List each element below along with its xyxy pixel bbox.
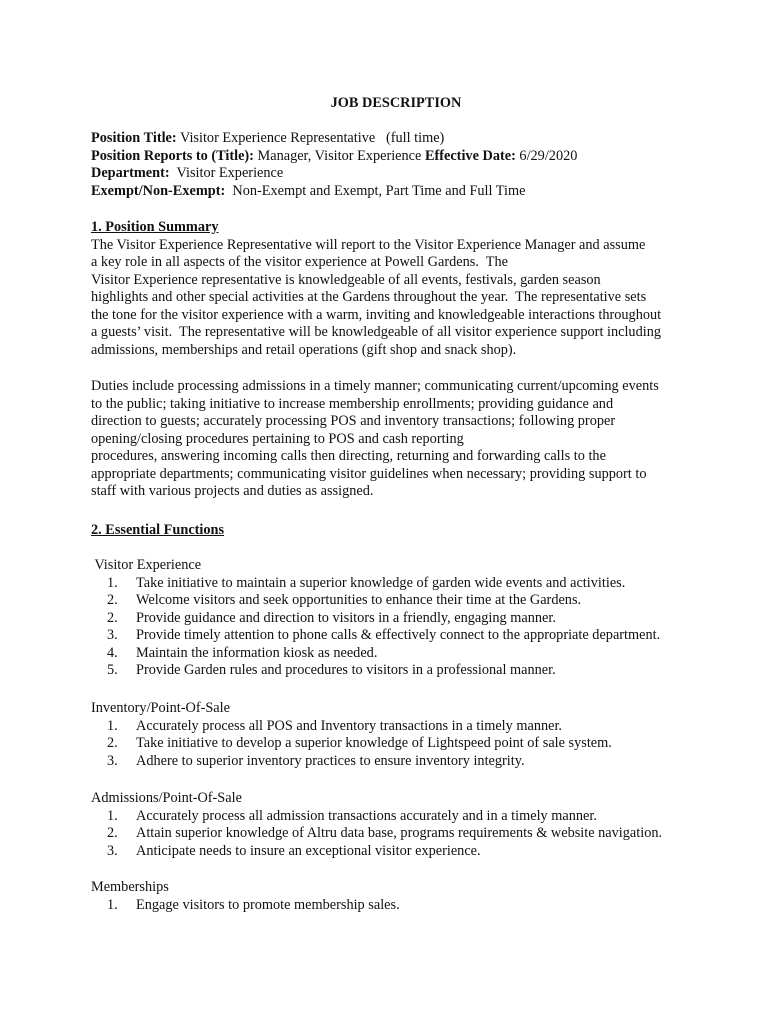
paragraph-line: staff with various projects and duties as assigned. [91,483,374,499]
effective-date-value: 6/29/2020 [515,147,578,164]
essential-functions-heading-block [91,522,731,540]
list-item [91,575,731,593]
list-text: Take initiative to develop a superior knowledge of Lightspeed point of sale system. [136,735,612,751]
position-summary-heading: 1. Position Summary [91,219,219,235]
position-title-value: Visitor Experience Representative (full time) [176,130,445,146]
function-group-inventory-pos [91,700,731,770]
paragraph-line: Visitor Experience representative is knowledgeable of all events, festivals, garden season [91,271,601,288]
function-group-title: Memberships [91,879,169,895]
list-number: 1. [107,717,118,734]
paragraph-line: a guests’ visit. The representative will be knowledgeable of all visitor experience support including [91,324,661,340]
position-title-label: Position Title: [91,130,177,146]
list-item [91,808,731,826]
list-text: Accurately process all admission transactions accurately and in a timely manner. [136,807,597,824]
function-group-title: Admissions/Point-Of-Sale [91,790,242,806]
position-meta [91,130,731,200]
list-number: 3. [107,752,118,769]
list-text: Provide timely attention to phone calls & effectively connect to the appropriate department. [136,627,661,643]
function-group-admissions-pos [91,790,731,860]
exempt-label: Exempt/Non-Exempt: [91,182,226,199]
list-text: Welcome visitors and seek opportunities to enhance their time at the Gardens. [136,592,582,608]
exempt-line [91,183,731,201]
function-group-visitor-experience [91,557,731,680]
paragraph-line: a key role in all aspects of the visitor experience at Powell Gardens. The [91,254,508,270]
list-number: 5. [107,662,118,678]
function-group-memberships [91,879,731,914]
department-line [91,165,731,183]
paragraph-line: direction to guests; accurately processing POS and inventory transactions; following proper [91,413,616,429]
list-text: Provide Garden rules and procedures to visitors in a professional manner. [136,662,556,678]
list-text: Maintain the information kiosk as needed. [136,644,378,661]
reports-to-label: Position Reports to (Title): [91,147,254,164]
paragraph-line: opening/closing procedures pertaining to POS and cash reporting [91,430,464,447]
list-item [91,592,731,610]
list-number: 1. [107,896,118,913]
list-item [91,897,731,915]
list-item [91,610,731,628]
list-text: Take initiative to maintain a superior knowledge of garden wide events and activities. [136,574,626,591]
list-number: 2. [107,825,118,841]
function-list [91,718,731,771]
list-text: Attain superior knowledge of Altru data base, programs requirements & website navigation. [136,825,663,841]
paragraph-line: Duties include processing admissions in a timely manner; communicating current/upcoming events [91,378,659,394]
list-text: Engage visitors to promote membership sales. [136,896,400,913]
summary-paragraph-1 [91,237,731,360]
exempt-value: Non-Exempt and Exempt, Part Time and Full Time [225,182,526,199]
function-list [91,897,731,915]
reports-to-line [91,148,731,166]
function-list [91,575,731,680]
list-number: 3. [107,842,118,859]
effective-date-label: Effective Date: [424,147,516,164]
paragraph-line: highlights and other special activities at the Gardens throughout the year. The representative sets [91,289,647,305]
paragraph-line: the tone for the visitor experience with a warm, inviting and knowledgeable interactions throughout [91,306,662,323]
list-item [91,753,731,771]
paragraph-line: The Visitor Experience Representative will report to the Visitor Experience Manager and assume [91,236,646,253]
paragraph-line: admissions, memberships and retail operations (gift shop and snack shop). [91,341,517,358]
paragraph-line: appropriate departments; communicating visitor guidelines when necessary; providing support to [91,465,647,482]
summary-paragraph-2 [91,378,731,501]
list-item [91,843,731,861]
essential-functions-heading: 2. Essential Functions [91,522,225,538]
list-number: 4. [107,644,118,661]
list-item [91,735,731,753]
list-item [91,645,731,663]
list-text: Adhere to superior inventory practices to ensure inventory integrity. [136,752,525,769]
function-group-title: Inventory/Point-Of-Sale [91,700,230,716]
document-title: JOB DESCRIPTION [330,95,462,111]
position-title-line [91,130,731,148]
list-item [91,662,731,680]
position-summary-section [91,219,731,359]
list-number: 2. [107,609,118,626]
list-text: Accurately process all POS and Inventory transactions in a timely manner. [136,717,563,734]
list-item [91,627,731,645]
list-text: Provide guidance and direction to visitors in a friendly, engaging manner. [136,609,556,626]
list-number: 1. [107,807,118,824]
department-label: Department: [91,165,170,181]
reports-to-value: Manager, Visitor Experience [253,147,425,164]
paragraph-line: procedures, answering incoming calls then directing, returning and forwarding calls to the [91,448,606,464]
list-number: 1. [107,574,118,591]
function-list [91,808,731,861]
list-number: 3. [107,627,118,643]
department-value: Visitor Experience [169,165,284,181]
list-item [91,825,731,843]
function-group-title: Visitor Experience [91,557,202,573]
list-number: 2. [107,592,118,608]
list-text: Anticipate needs to insure an exceptional visitor experience. [136,842,481,859]
list-number: 2. [107,735,118,751]
list-item [91,718,731,736]
paragraph-line: to the public; taking initiative to increase membership enrollments; providing guidance and [91,395,614,412]
